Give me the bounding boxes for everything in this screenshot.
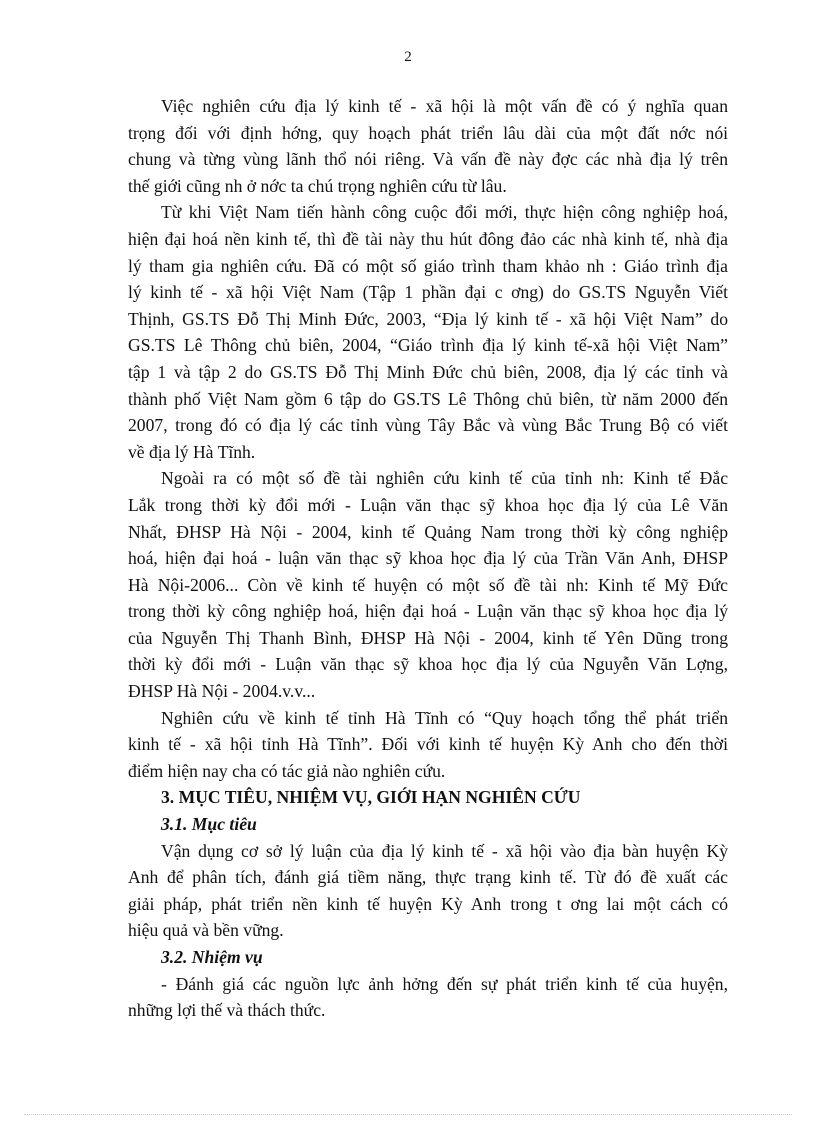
page-bottom-rule [24,1114,792,1115]
text-line: về địa lý Hà Tĩnh. [128,441,256,462]
subsection-heading: 3.2. Nhiệm vụ [161,947,263,967]
section-heading: 3. MỤC TIÊU, NHIỆM VỤ, GIỚI HẠN NGHIÊN CỨU [161,787,581,808]
text-line: của Nguyễn Thị Thanh Bình, ĐHSP Hà Nội - 2004, kinh tế Yên Dũng trong [128,627,728,648]
text-line: ĐHSP Hà Nội - 2004.v.v... [128,681,316,702]
subsection-heading: 3.1. Mục tiêu [161,814,257,835]
text-line: Ngoài ra có một số đề tài nghiên cứu kinh tế của tỉnh nh: Kinh tế Đắc [161,468,728,489]
text-line: Nhất, ĐHSP Hà Nội - 2004, kinh tế Quảng Nam trong thời kỳ công nghiệp [128,521,728,542]
text-line: chung và từng vùng lãnh thổ nói riêng. Và vấn đề này đợc các nhà địa lý trên [128,149,728,170]
text-line: thành phố Việt Nam gồm 6 tập do GS.TS Lê Thông chủ biên, từ năm 2000 đến [128,388,728,409]
text-line: thế giới cũng nh ở nớc ta chú trọng nghiên cứu từ lâu. [128,175,507,196]
text-line: giải pháp, phát triển nền kinh tế huyện Kỳ Anh trong t ơng lai một cách có [128,893,728,914]
text-line: kinh tế - xã hội tỉnh Hà Tĩnh”. Đối với kinh tế huyện Kỳ Anh cho đến thời [128,734,728,755]
text-line: trọng đối với định hớng, quy hoạch phát triển lâu dài của một đất nớc nói [128,122,728,143]
text-line: điểm hiện nay cha có tác giả nào nghiên cứu. [128,760,446,781]
text-line: - Đánh giá các nguồn lực ảnh hởng đến sự phát triển kinh tế của huyện, [161,973,728,994]
text-line: GS.TS Lê Thông chủ biên, 2004, “Giáo trình địa lý kinh tế-xã hội Việt Nam” [128,335,728,356]
text-line: tập 1 và tập 2 do GS.TS Đỗ Thị Minh Đức chủ biên, 2008, địa lý các tỉnh và [128,361,728,382]
text-line: Từ khi Việt Nam tiến hành công cuộc đổi mới, thực hiện công nghiệp hoá, [161,202,728,223]
text-line: Thịnh, GS.TS Đỗ Thị Minh Đức, 2003, “Địa lý kinh tế - xã hội Việt Nam” do [128,308,728,329]
text-line: hiện đại hoá nền kinh tế, thì đề tài này thu hút đông đảo các nhà kinh tế, nhà địa [128,228,728,249]
text-line: trong thời kỳ công nghiệp hoá, hiện đại hoá - Luận văn thạc sỹ khoa học địa lý [128,601,728,622]
text-line: Vận dụng cơ sở lý luận của địa lý kinh tế - xã hội vào địa bàn huyện Kỳ [161,840,728,861]
text-line: thời kỳ đổi mới - Luận văn thạc sỹ khoa học địa lý của Nguyễn Văn Lợng, [128,654,728,675]
text-line: hoá, hiện đại hoá - luận văn thạc sỹ khoa học địa lý của Trần Văn Anh, ĐHSP [128,548,728,569]
text-line: 2007, trong đó có địa lý các tỉnh vùng Tây Bắc và vùng Bắc Trung Bộ có viết [128,415,728,436]
text-line: Việc nghiên cứu địa lý kinh tế - xã hội là một vấn đề có ý nghĩa quan [161,96,728,116]
text-line: Anh để phân tích, đánh giá tiềm năng, thực trạng kinh tế. Từ đó đề xuất các [128,867,728,888]
text-line: những lợi thế và thách thức. [128,1000,326,1021]
text-line: Nghiên cứu về kinh tế tỉnh Hà Tĩnh có “Quy hoạch tổng thể phát triển [161,707,728,728]
text-line: lý kinh tế - xã hội Việt Nam (Tập 1 phần đại c ơng) do GS.TS Nguyễn Viết [128,282,728,303]
text-line: Lắk trong thời kỳ đổi mới - Luận văn thạc sỹ khoa học địa lý của Lê Văn [128,494,728,515]
page-number: 2 [404,49,412,65]
text-line: hiệu quả và bền vững. [128,920,284,941]
document-body [128,93,728,1024]
text-line: Hà Nội-2006... Còn về kinh tế huyện có một số đề tài nh: Kinh tế Mỹ Đức [128,574,728,595]
text-line: lý tham gia nghiên cứu. Đã có một số giáo trình tham khảo nh : Giáo trình địa [128,255,728,276]
